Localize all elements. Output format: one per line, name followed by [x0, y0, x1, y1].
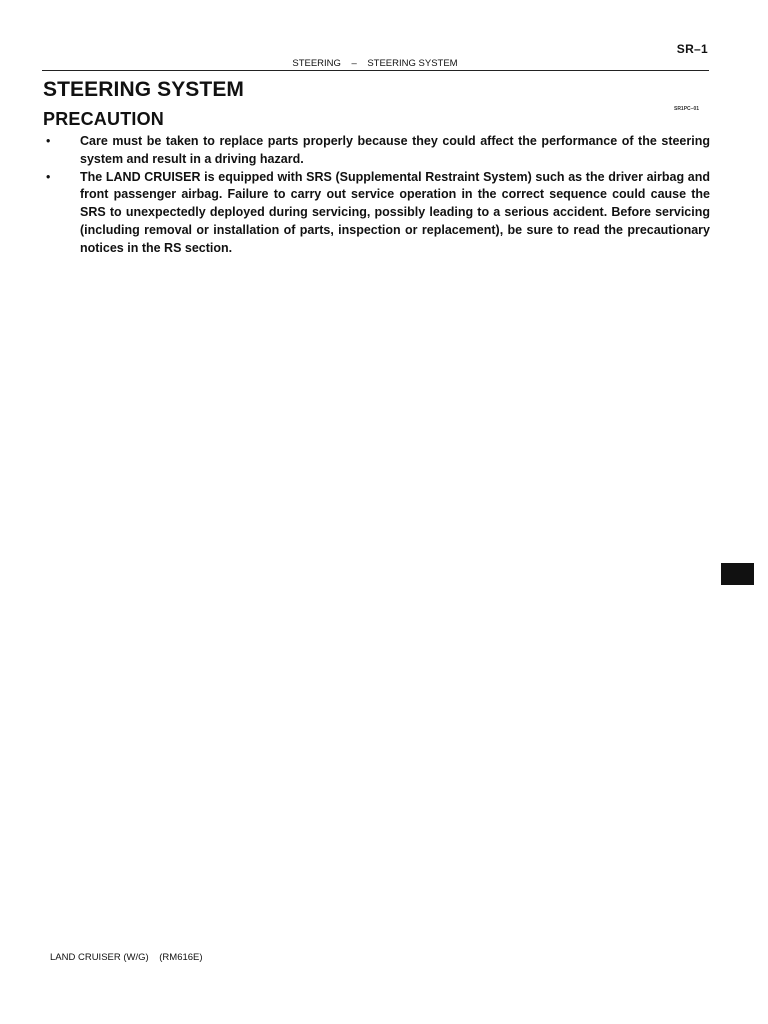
section-heading: PRECAUTION [43, 109, 165, 129]
section-tab-marker [721, 563, 754, 585]
page-number: SR–1 [676, 42, 708, 56]
page-title: STEERING SYSTEM [43, 78, 245, 101]
running-header: STEERING – STEERING SYSTEM [292, 58, 458, 69]
precaution-text: The LAND CRUISER is equipped with SRS (Supplemental Restraint System) such as the driver airbag and front passenger airbag. Failure to carry out service operation in the correct sequence could cause the SRS to unexpectedly deployed during servicing, possibly leading to a serious accident. Before servicing (including removal or installation of parts, inspection or replacement), be sure to read the precautionary notices in the RS section. [80, 169, 710, 255]
reference-code: SR1PC–01 [673, 106, 699, 112]
bullet-icon: • [46, 169, 51, 184]
footer-model-code: LAND CRUISER (W/G) (RM616E) [50, 952, 203, 963]
precaution-text: Care must be taken to replace parts properly because they could affect the performance of the steering system and result in a driving hazard. [80, 134, 710, 166]
precaution-item [44, 133, 710, 169]
precaution-list [44, 133, 710, 258]
precaution-item [44, 169, 710, 258]
header-divider [42, 70, 709, 71]
bullet-icon: • [46, 134, 51, 148]
